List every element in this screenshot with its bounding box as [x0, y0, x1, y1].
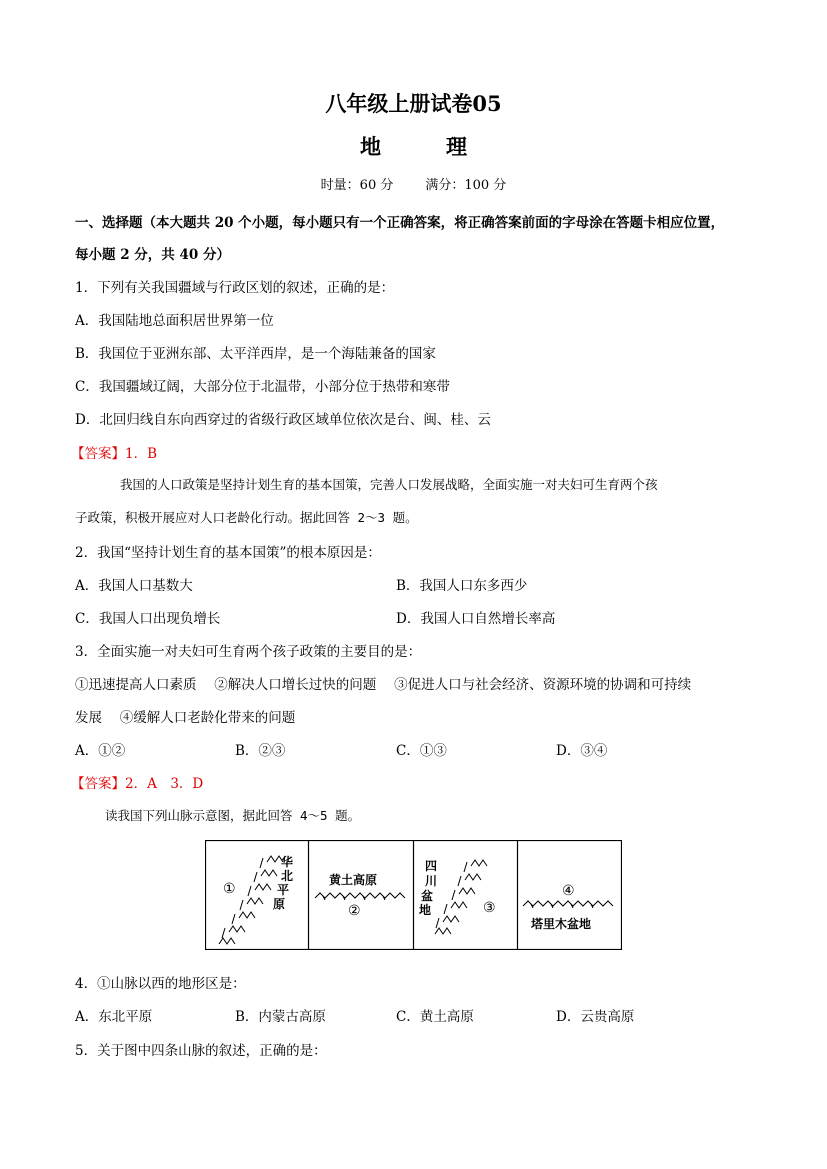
- label-4: ④: [562, 883, 575, 899]
- q4-option-c: C．黄土高原: [396, 1009, 474, 1025]
- q3-option-b: B．②③: [235, 743, 286, 759]
- subject-title: 地 理: [360, 134, 489, 159]
- label-char: 原: [273, 897, 286, 911]
- q2-option-a: A．我国人口基数大: [75, 578, 193, 594]
- label-1: ①: [223, 881, 236, 897]
- q3-option-a: A．①②: [75, 743, 126, 759]
- q3-statements-line1: ①迅速提高人口素质 ②解决人口增长过快的问题 ③促进人口与社会经济、资源环境的协调和可持续: [75, 677, 692, 693]
- full-score: 满分：100 分: [425, 178, 507, 193]
- q2-option-c: C．我国人口出现负增长: [75, 611, 221, 627]
- label-char: 四: [425, 859, 438, 873]
- answer-1: [71, 442, 157, 462]
- label-char: 川: [425, 874, 438, 888]
- label-char: 平: [277, 883, 290, 897]
- exam-meta: [0, 174, 827, 193]
- intro-figure: 读我国下列山脉示意图，据此回答 4～5 题。: [105, 808, 361, 823]
- q2-option-d: D．我国人口自然增长率高: [396, 611, 556, 627]
- answer-label: 【答案】: [71, 446, 125, 462]
- q1-option-d: D．北回归线自东向西穿过的省级行政区域单位依次是台、闽、桂、云: [75, 412, 491, 428]
- intro-passage-line1: 我国的人口政策是坚持计划生育的基本国策，完善人口发展战略，全面实施一对夫妇可生育两个孩: [120, 477, 658, 492]
- q2-option-b: B．我国人口东多西少: [396, 578, 528, 594]
- q1-stem: 1．下列有关我国疆域与行政区划的叙述，正确的是：: [75, 280, 395, 296]
- label-char: 盆: [421, 889, 434, 903]
- intro-passage-line2: 子政策，积极开展应对人口老龄化行动。据此回答 2～3 题。: [75, 510, 418, 525]
- answer-value: 1．B: [125, 446, 158, 462]
- q4-option-d: D．云贵高原: [556, 1009, 635, 1025]
- answer-label: 【答案】: [71, 776, 125, 792]
- section-heading-line2: 每小题 2 分，共 40 分）: [75, 247, 230, 263]
- label-3: ③: [483, 900, 496, 916]
- q4-option-b: B．内蒙古高原: [235, 1009, 326, 1025]
- q2-stem: 2．我国“坚持计划生育的基本国策”的根本原因是：: [75, 545, 381, 561]
- q3-option-c: C．①③: [396, 743, 447, 759]
- label-2: ②: [348, 903, 361, 919]
- tarim-basin-label: 塔里木盆地: [531, 917, 592, 931]
- q3-statements-line2: 发展 ④缓解人口老龄化带来的问题: [75, 710, 296, 726]
- label-char: 地: [419, 903, 432, 917]
- answer-2: [71, 772, 203, 792]
- q1-option-a: A．我国陆地总面积居世界第一位: [75, 313, 274, 329]
- q4-option-a: A．东北平原: [75, 1009, 153, 1025]
- q3-option-d: D．③④: [556, 743, 608, 759]
- time-limit: 时量：60 分: [320, 178, 394, 193]
- q1-option-c: C．我国疆域辽阔，大部分位于北温带，小部分位于热带和寒带: [75, 379, 450, 395]
- exam-title: 八年级上册试卷05: [325, 91, 502, 116]
- loess-plateau-label: 黄土高原: [329, 873, 378, 887]
- q5-stem: 5．关于图中四条山脉的叙述，正确的是：: [75, 1043, 327, 1059]
- mountain-figure: [205, 840, 622, 950]
- answer-value: 2．A 3．D: [125, 776, 204, 792]
- q1-option-b: B．我国位于亚洲东部、太平洋西岸，是一个海陆兼备的国家: [75, 346, 436, 362]
- q4-stem: 4．①山脉以西的地形区是：: [75, 976, 246, 992]
- section-heading-line1: 一、选择题（本大题共 20 个小题，每小题只有一个正确答案，将正确答案前面的字母涂在答题卡相应位置，: [75, 215, 725, 231]
- q3-stem: 3．全面实施一对夫妇可生育两个孩子政策的主要目的是：: [75, 644, 422, 660]
- label-char: 北: [281, 869, 294, 883]
- label-char: 华: [281, 855, 294, 869]
